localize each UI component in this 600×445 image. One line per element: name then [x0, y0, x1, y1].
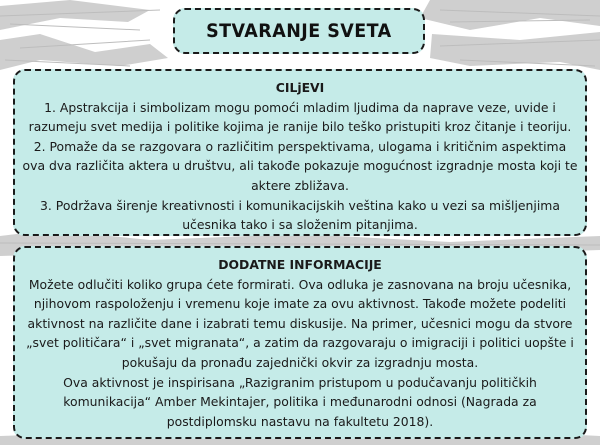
info-panel	[13, 246, 587, 439]
info-paragraph-2: Ova aktivnost je inspirisana „Razigranim pristupom u podučavanju političkih komunikacija“ Amber Mekintajer, politika i međunarodni odnosi (Nagrada za postdiplomsku nastavu na fakultetu 2018).	[63, 374, 537, 429]
goals-panel	[13, 69, 587, 236]
goal-item-1: 1. Apstrakcija i simbolizam mogu pomoći mladim ljudima da naprave veze, uvide i razumeju svet medija i politike kojima je ranije bilo teško pristupiti kroz čitanje i teoriju.	[28, 99, 572, 135]
goal-item-2: 2. Pomaže da se razgovara o različitim perspektivama, ulogama i kritičnim aspektima ova dva različita aktera u društvu, ali takođe pokazuje mogućnost izgradnje mosta koji te aktere zbližava.	[22, 138, 578, 193]
title-banner	[173, 8, 425, 54]
goal-item-3: 3. Podržava širenje kreativnosti i komunikacijskih veština kako u vezi sa mišljenjima učesnika tako i sa složenim pitanjima.	[40, 197, 560, 233]
goals-heading: CILjEVI	[275, 80, 325, 95]
info-paragraph-1: Možete odlučiti koliko grupa ćete formirati. Ova odluka je zasnovana na broju učesnika, njihovom raspoloženju i vremenu koje imate za ovu aktivnost. Takođe možete podeliti aktivnost na različite dane i izabrati temu diskusije. Na primer, učesnici mogu da stvore „svet političara“ i „svet migranata“, a zatim da razgovaraju o imigraciji i politici uopšte i pokušaju da pronađu zajednički okvir za izgradnju mosta.	[26, 276, 574, 370]
page-title: STVARANJE SVETA	[206, 20, 392, 42]
info-heading: DODATNE INFORMACIJE	[218, 257, 382, 272]
